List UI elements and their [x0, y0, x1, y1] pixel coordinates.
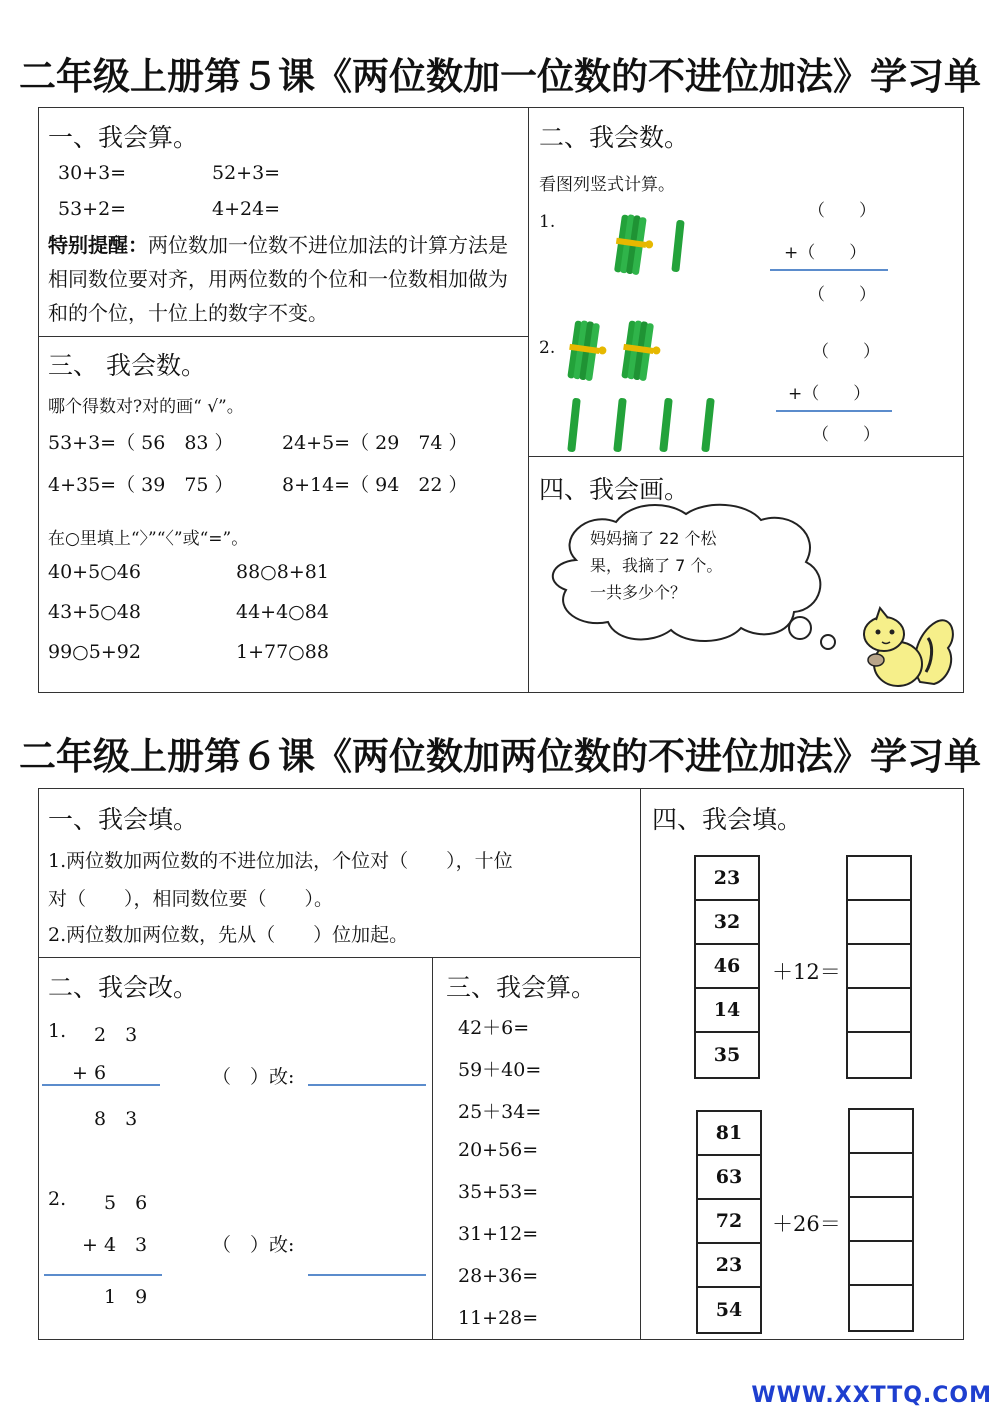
l6-s1-line: 1.两位数加两位数的不进位加法，个位对（ ），十位 [48, 850, 513, 872]
single-stick-icon [613, 398, 627, 453]
vertical-blank[interactable]: （ ） [812, 425, 880, 445]
answer-stack-2[interactable] [848, 1108, 914, 1332]
lesson5-title: 二年级上册第５课《两位数加一位数的不进位加法》学习单 [19, 55, 981, 98]
l5-s3-choice-row: 8+14=（ 94 22 ） [282, 474, 468, 496]
problem-top: 2 3 [94, 1024, 138, 1046]
l5-s3-compare: 1+77○88 [236, 641, 329, 663]
l5-s3-choice-row: 24+5=（ 29 74 ） [282, 432, 468, 454]
answer-cell[interactable] [848, 1033, 910, 1077]
l5-s1-expr: 30+3= [58, 162, 127, 184]
site-watermark: WWW.XXTTQ.COM [751, 1383, 992, 1408]
bubble-line: 果，我摘了 7 个。 [590, 556, 723, 575]
answer-cell[interactable] [848, 857, 910, 901]
problem-number: 1. [48, 1020, 67, 1042]
stack-cell: 23 [696, 857, 758, 901]
l5-s3-choice-row: 53+3=（ 56 83 ） [48, 432, 234, 454]
vertical-line [44, 1274, 162, 1276]
stack-cell: 63 [698, 1156, 760, 1200]
vertical-line [770, 269, 888, 271]
operation-label: ＋12＝ [772, 960, 841, 984]
squirrel-icon [848, 602, 958, 690]
correction-line[interactable] [308, 1274, 426, 1276]
answer-cell[interactable] [848, 989, 910, 1033]
single-stick-icon [671, 220, 684, 273]
l6-s2-heading: 二、我会改。 [48, 973, 199, 1002]
vertical-blank[interactable]: （ ） [812, 342, 880, 362]
l5-s3-question1: 哪个得数对?对的画“ √”。 [48, 397, 244, 417]
stack-cell: 32 [696, 901, 758, 945]
l5-s1-expr: 53+2= [58, 198, 127, 220]
answer-cell[interactable] [848, 901, 910, 945]
answer-cell[interactable] [850, 1110, 912, 1154]
bubble-line: 妈妈摘了 22 个松 [590, 529, 717, 548]
lesson5-divider-left [38, 336, 528, 337]
l5-s3-compare: 88○8+81 [236, 561, 329, 583]
stack-cell: 81 [698, 1112, 760, 1156]
problem-addend: + 6 [72, 1062, 107, 1084]
correction-line[interactable] [308, 1084, 426, 1086]
l5-s4-heading: 四、我会画。 [539, 475, 690, 504]
l6-s3-expr: 35+53= [458, 1181, 539, 1203]
stack-cell: 46 [696, 945, 758, 989]
l6-s3-expr: 25＋34= [458, 1101, 542, 1123]
l5-s2-item-number: 2. [539, 338, 556, 358]
problem-result: 8 3 [94, 1108, 138, 1130]
stick-bundle-icon [565, 319, 610, 383]
l5-s1-tip [48, 228, 522, 330]
l5-s2-heading: 二、我会数。 [539, 123, 690, 152]
stick-bundle-icon [612, 213, 657, 277]
lesson5-divider-right [528, 456, 964, 457]
answer-stack-1[interactable] [846, 855, 912, 1079]
bubble-line: 一共多少个？ [590, 583, 687, 602]
problem-result: 1 9 [104, 1286, 148, 1308]
l5-s3-compare: 43+5○48 [48, 601, 141, 623]
vertical-blank[interactable]: +（ ） [788, 384, 871, 404]
l6-s4-heading: 四、我会填。 [652, 805, 803, 834]
judge-blank[interactable]: （ ）改: [212, 1066, 295, 1088]
single-stick-icon [659, 398, 673, 453]
single-stick-icon [567, 398, 581, 453]
vertical-blank[interactable]: +（ ） [784, 243, 867, 263]
stack-cell: 72 [698, 1200, 760, 1244]
l5-s2-instruction: 看图列竖式计算。 [539, 175, 675, 195]
l6-s3-expr: 28+36= [458, 1265, 539, 1287]
l6-s3-expr: 20+56= [458, 1139, 539, 1161]
single-stick-icon [701, 398, 715, 453]
l6-s1-heading: 一、我会填。 [48, 805, 199, 834]
l5-s3-question2: 在○里填上“〉”“〈”或“=”。 [48, 529, 249, 549]
addend-stack-1 [694, 855, 760, 1079]
answer-cell[interactable] [850, 1242, 912, 1286]
l6-s3-expr: 11+28= [458, 1307, 539, 1329]
lesson6-divider-v [432, 957, 433, 1340]
addend-stack-2 [696, 1110, 762, 1334]
tip-text: 两位数加一位数不进位加法的计算方法是相同数位要对齐，用两位数的个位和一位数相加做为和的个位，十位上的数字不变。 [48, 233, 508, 325]
stack-cell: 23 [698, 1244, 760, 1288]
stick-bundle-image-1 [612, 212, 692, 278]
l6-s3-expr: 42＋6= [458, 1017, 530, 1039]
l6-s3-heading: 三、我会算。 [446, 973, 597, 1002]
l5-s3-compare: 40+5○46 [48, 561, 141, 583]
l5-s1-expr: 4+24= [212, 198, 281, 220]
l6-s1-line: 2.两位数加两位数，先从（ ）位加起。 [48, 924, 409, 946]
stack-cell: 35 [713, 1044, 741, 1066]
l6-s3-expr: 59＋40= [458, 1059, 542, 1081]
lesson6-title: 二年级上册第６课《两位数加两位数的不进位加法》学习单 [19, 735, 981, 778]
vertical-blank[interactable]: （ ） [808, 285, 876, 305]
l5-s2-item-number: 1. [539, 212, 556, 232]
l5-s1-expr: 52+3= [212, 162, 281, 184]
lesson5-divider [528, 107, 529, 693]
answer-cell[interactable] [850, 1154, 912, 1198]
stack-cell: 54 [715, 1299, 743, 1321]
problem-top: 5 6 [104, 1192, 148, 1214]
judge-blank[interactable]: （ ）改: [212, 1234, 295, 1256]
problem-number: 2. [48, 1188, 67, 1210]
stack-cell: 14 [696, 989, 758, 1033]
l5-s3-heading: 三、 我会数。 [48, 351, 206, 380]
tip-label: 特别提醒： [48, 233, 148, 257]
single-sticks-image-2 [560, 392, 730, 456]
l5-s1-heading: 一、我会算。 [48, 123, 199, 152]
l5-s3-compare: 44+4○84 [236, 601, 329, 623]
vertical-line [776, 410, 892, 412]
problem-addend: + 4 3 [82, 1234, 148, 1256]
vertical-blank[interactable]: （ ） [808, 201, 876, 221]
answer-cell[interactable] [848, 945, 910, 989]
answer-cell[interactable] [850, 1286, 912, 1330]
operation-label: ＋26＝ [772, 1212, 841, 1236]
vertical-line [42, 1084, 160, 1086]
lesson6-divider [640, 788, 641, 1340]
l5-s3-choice-row: 4+35=（ 39 75 ） [48, 474, 234, 496]
l6-s1-line: 对（ ），相同数位要（ ）。 [48, 888, 334, 910]
answer-cell[interactable] [850, 1198, 912, 1242]
lesson6-divider-h [38, 957, 640, 958]
l6-s3-expr: 31+12= [458, 1223, 539, 1245]
l5-s3-compare: 99○5+92 [48, 641, 141, 663]
stick-bundle-icon [619, 319, 664, 383]
